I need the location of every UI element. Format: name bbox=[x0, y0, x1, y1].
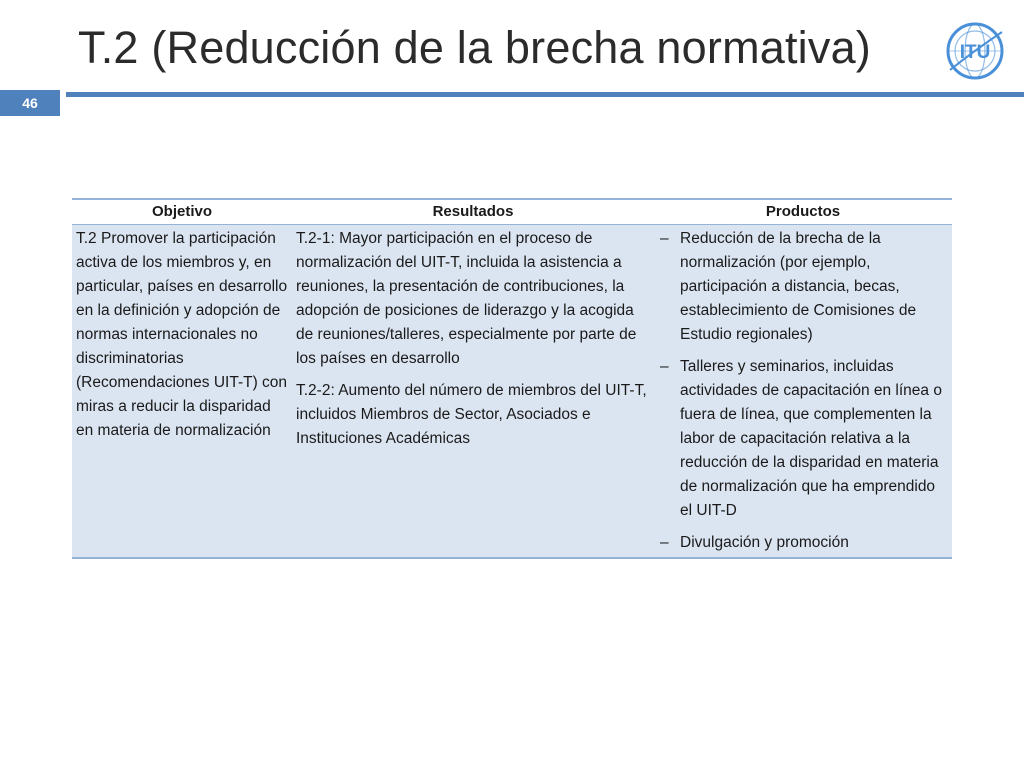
list-item bbox=[658, 355, 948, 523]
results-cell bbox=[292, 225, 654, 559]
dash-bullet: – bbox=[660, 230, 669, 247]
header-productos: Productos bbox=[654, 199, 952, 225]
header-objetivo: Objetivo bbox=[72, 199, 292, 225]
result-item: T.2-1: Mayor participación en el proceso de normalización del UIT-T, incluida la asistencia a reuniones, la presentación de contribuciones, la adopción de posiciones de liderazgo y la acogida de reuniones/talleres, especialmente por parte de los países en desarrollo bbox=[296, 230, 637, 367]
title-divider bbox=[66, 92, 1024, 97]
page-number: 46 bbox=[0, 90, 60, 116]
products-list bbox=[658, 227, 948, 555]
list-item bbox=[658, 531, 948, 555]
product-text: Talleres y seminarios, incluidas actividades de capacitación en línea o fuera de línea, que complementen la labor de capacitación relativa a la reducción de la disparidad en materia de normalización que ha emprendido el UIT-D bbox=[680, 358, 942, 519]
list-item bbox=[658, 227, 948, 347]
dash-bullet: – bbox=[660, 358, 669, 375]
objective-cell: T.2 Promover la participación activa de los miembros y, en particular, países en desarrollo en la definición y adopción de normas internacionales no discriminatorias (Recomendaciones UIT-T) con miras a reducir la disparidad en materia de normalización bbox=[72, 225, 292, 559]
products-cell bbox=[654, 225, 952, 559]
objectives-table bbox=[72, 198, 952, 559]
result-item: T.2-2: Aumento del número de miembros del UIT-T, incluidos Miembros de Sector, Asociados e Instituciones Académicas bbox=[296, 382, 647, 447]
table-header-row bbox=[72, 199, 952, 225]
dash-bullet: – bbox=[660, 534, 669, 551]
product-text: Divulgación y promoción bbox=[680, 534, 849, 551]
table-row bbox=[72, 225, 952, 559]
itu-logo bbox=[944, 20, 1006, 82]
logo-text: ITU bbox=[959, 42, 991, 63]
header-resultados: Resultados bbox=[292, 199, 654, 225]
product-text: Reducción de la brecha de la normalización (por ejemplo, participación a distancia, becas, establecimiento de Comisiones de Estudio regionales) bbox=[680, 230, 917, 343]
slide-title: T.2 (Reducción de la brecha normativa) bbox=[78, 22, 871, 73]
